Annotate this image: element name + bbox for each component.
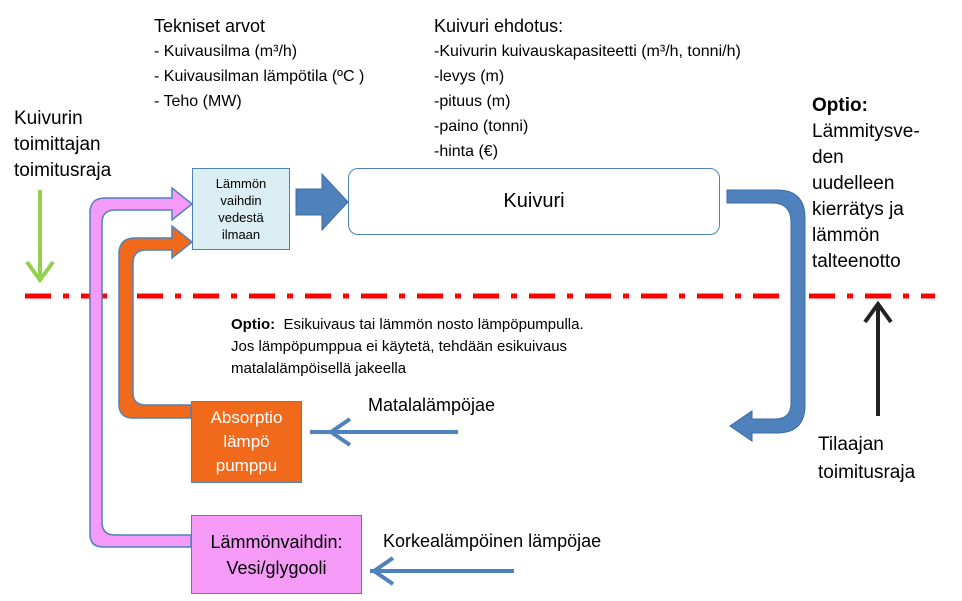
option-right-line: talteenotto <box>812 251 901 272</box>
customer-limit-line: Tilaajan <box>818 434 884 455</box>
technical-value-item: - Kuivausilman lämpötila (ºC ) <box>154 68 365 85</box>
option-right-section <box>812 93 920 275</box>
option-middle-line3: matalalämpöisellä jakeella <box>231 360 407 377</box>
option-right-line: kierrätys ja <box>812 199 904 220</box>
option-middle-line1 <box>231 314 584 336</box>
option-right-title: Optio: <box>812 95 868 116</box>
dryer-box: Kuivuri <box>348 168 720 235</box>
airflow-arrow <box>296 174 348 230</box>
customer-limit-line: toimitusraja <box>818 462 916 483</box>
technical-value-item: - Teho (MW) <box>154 93 242 110</box>
option-right-line: uudelleen <box>812 173 895 194</box>
dryer-proposal-title: Kuivuri ehdotus: <box>434 16 564 36</box>
supplier-limit-line: toimitusraja <box>14 160 112 181</box>
dryer-proposal-item: -Kuivurin kuivauskapasiteetti (m³/h, tonni/h) <box>434 43 741 60</box>
supplier-limit-line: Kuivurin <box>14 108 83 129</box>
absorption-heat-pump-box: Absorptio lämpö pumppu <box>191 401 302 483</box>
option-right-line: den <box>812 147 844 168</box>
option-middle-title: Optio: <box>231 316 276 333</box>
customer-limit-label <box>818 431 915 487</box>
dryer-proposal-item: -hinta (€) <box>434 143 499 160</box>
option-middle-line2: Jos lämpöpumppua ei käytetä, tehdään esikuivaus <box>231 338 568 355</box>
technical-values-list <box>154 39 364 114</box>
supplier-limit-line: toimittajan <box>14 134 101 155</box>
dryer-proposal-item: -paino (tonni) <box>434 118 529 135</box>
dryer-proposal-list <box>434 39 741 164</box>
technical-values-title: Tekniset arvot <box>154 16 266 36</box>
option-right-line: Lämmitysve- <box>812 121 920 142</box>
heat-exchanger-box: Lämmön vaihdin vedestä ilmaan <box>192 168 290 250</box>
technical-values-section <box>154 13 364 114</box>
dryer-proposal-item: -levys (m) <box>434 68 505 85</box>
technical-value-item: - Kuivausilma (m³/h) <box>154 43 298 60</box>
glycol-heat-exchanger-box: Lämmönvaihdin: Vesi/glygooli <box>191 515 362 594</box>
orange-pipe-arrow <box>119 226 192 418</box>
dryer-proposal-section <box>434 13 741 164</box>
supplier-limit-label <box>14 106 111 184</box>
option-right-line: lämmön <box>812 225 880 246</box>
low-temp-label: Matalalämpöjae <box>368 395 496 415</box>
option-middle-text1: Esikuivaus tai lämmön nosto lämpöpumpulla. <box>283 316 584 333</box>
return-pipe-arrow <box>727 190 805 441</box>
high-temp-label: Korkealämpöinen lämpöjae <box>383 531 602 551</box>
option-middle-section <box>231 314 584 380</box>
dryer-proposal-item: -pituus (m) <box>434 93 511 110</box>
